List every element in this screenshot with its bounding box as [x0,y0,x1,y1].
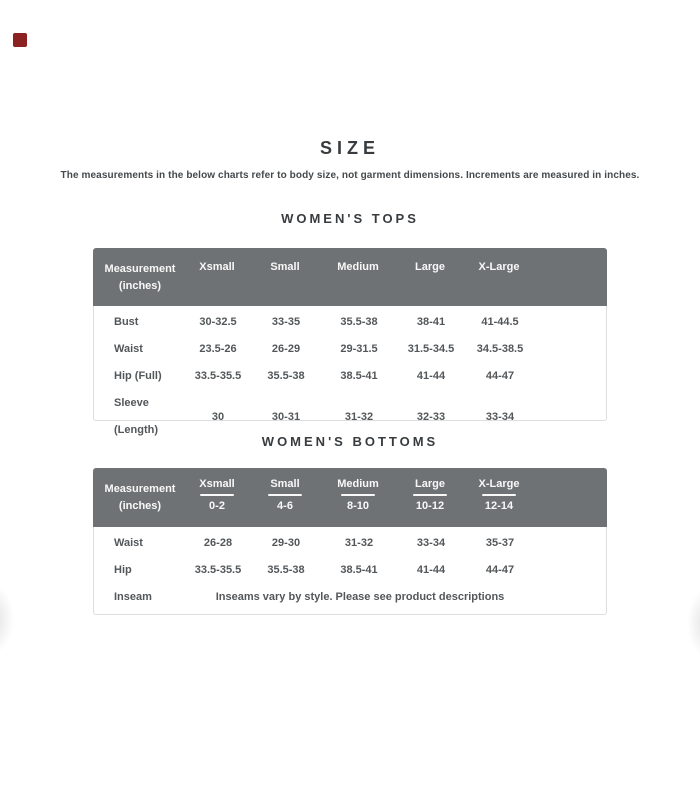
bottoms-measurement-header [93,468,187,527]
table-cell: 35.5-38 [267,564,305,576]
tops-measurement-header-line1: Measurement [104,263,176,275]
table-row [94,390,606,436]
tops-row-label-hip: Hip (Full) [114,370,162,382]
bottoms-header-xsmall [187,468,247,527]
table-cell: 38.5-41 [340,370,378,382]
bottoms-row-label-inseam: Inseam [114,591,152,603]
table-row [94,309,606,336]
tops-table-body [93,306,607,436]
size-underline [341,494,375,496]
size-underline [482,494,516,496]
table-cell: 30-31 [271,410,301,423]
inseam-note: Inseams vary by style. Please see product descriptions [215,591,505,603]
tops-section-heading: WOMEN'S TOPS [281,211,419,226]
table-cell: 30 [211,410,225,423]
table-cell: 32-33 [416,410,446,423]
table-cell: 38-41 [416,316,446,328]
table-cell: 33.5-35.5 [194,564,242,576]
table-cell: 38.5-41 [340,564,378,576]
bottoms-row-label-hip: Hip [114,564,132,576]
table-cell: 29-31.5 [340,343,378,355]
brand-mark [13,33,27,47]
table-cell: 29-30 [271,537,301,549]
tops-row-label-bust: Bust [114,316,139,328]
bottoms-header-medium [323,468,393,527]
table-cell: 35.5-38 [267,370,305,382]
tops-size-table [93,248,607,436]
bottoms-table-body [93,527,607,615]
table-row [94,557,606,584]
size-range: 12-14 [484,500,514,512]
bottoms-measurement-header-line2: (inches) [118,500,162,512]
bottoms-row-label-waist: Waist [114,537,143,549]
size-name: Xsmall [199,478,235,490]
bottoms-table-header-row [93,468,607,527]
intro-text: The measurements in the below charts refer to body size, not garment dimensions. Increments are measured in inches. [60,170,640,181]
bottoms-header-small [247,468,323,527]
tops-header-medium: Medium [337,261,379,273]
table-cell: 41-44 [416,370,446,382]
table-cell: 34.5-38.5 [476,343,524,355]
size-name: Medium [337,478,379,490]
table-cell: 33.5-35.5 [194,370,242,382]
table-cell: 26-28 [203,537,233,549]
table-cell: 26-29 [271,343,301,355]
tops-header-large: Large [415,261,445,273]
right-edge-shadow [687,588,700,658]
table-cell: 33-34 [416,537,446,549]
table-row [94,336,606,363]
table-cell: 23.5-26 [199,343,237,355]
size-range: 4-6 [277,500,293,512]
table-cell: 33-34 [485,410,515,423]
size-range: 8-10 [346,500,370,512]
bottoms-header-xlarge [467,468,531,527]
table-cell: 31-32 [344,537,374,549]
bottoms-header-filler [531,468,607,527]
tops-header-xlarge: X-Large [478,261,520,273]
table-cell: 31.5-34.5 [407,343,455,355]
size-range: 0-2 [209,500,225,512]
table-cell: 41-44.5 [481,316,519,328]
size-name: X-Large [478,478,520,490]
bottoms-size-table [93,468,607,615]
table-row [94,584,606,611]
table-cell: 33-35 [271,316,301,328]
table-cell: 44-47 [485,370,515,382]
table-cell: 30-32.5 [199,316,237,328]
size-name: Large [415,478,445,490]
tops-header-xsmall: Xsmall [199,261,235,273]
size-range: 10-12 [415,500,445,512]
tops-header-filler [531,248,607,306]
bottoms-section-heading: WOMEN'S BOTTOMS [261,434,439,449]
tops-table-header-row [93,248,607,306]
table-row [94,530,606,557]
tops-row-label-waist: Waist [114,343,143,355]
table-cell: 31-32 [344,410,374,423]
tops-measurement-header [93,248,187,306]
table-cell: 35.5-38 [340,316,378,328]
size-underline [200,494,234,496]
table-cell: 35-37 [485,537,515,549]
tops-row-label-sleeve: Sleeve (Length) [114,397,158,436]
size-name: Small [270,478,300,490]
table-cell: 41-44 [416,564,446,576]
tops-measurement-header-line2: (inches) [118,280,162,292]
table-cell: 44-47 [485,564,515,576]
bottoms-measurement-header-line1: Measurement [104,483,176,495]
size-underline [268,494,302,496]
table-row [94,363,606,390]
tops-header-small: Small [270,261,300,273]
bottoms-header-large [393,468,467,527]
page-title: SIZE [319,138,380,158]
left-edge-shadow [0,583,14,655]
size-underline [413,494,447,496]
